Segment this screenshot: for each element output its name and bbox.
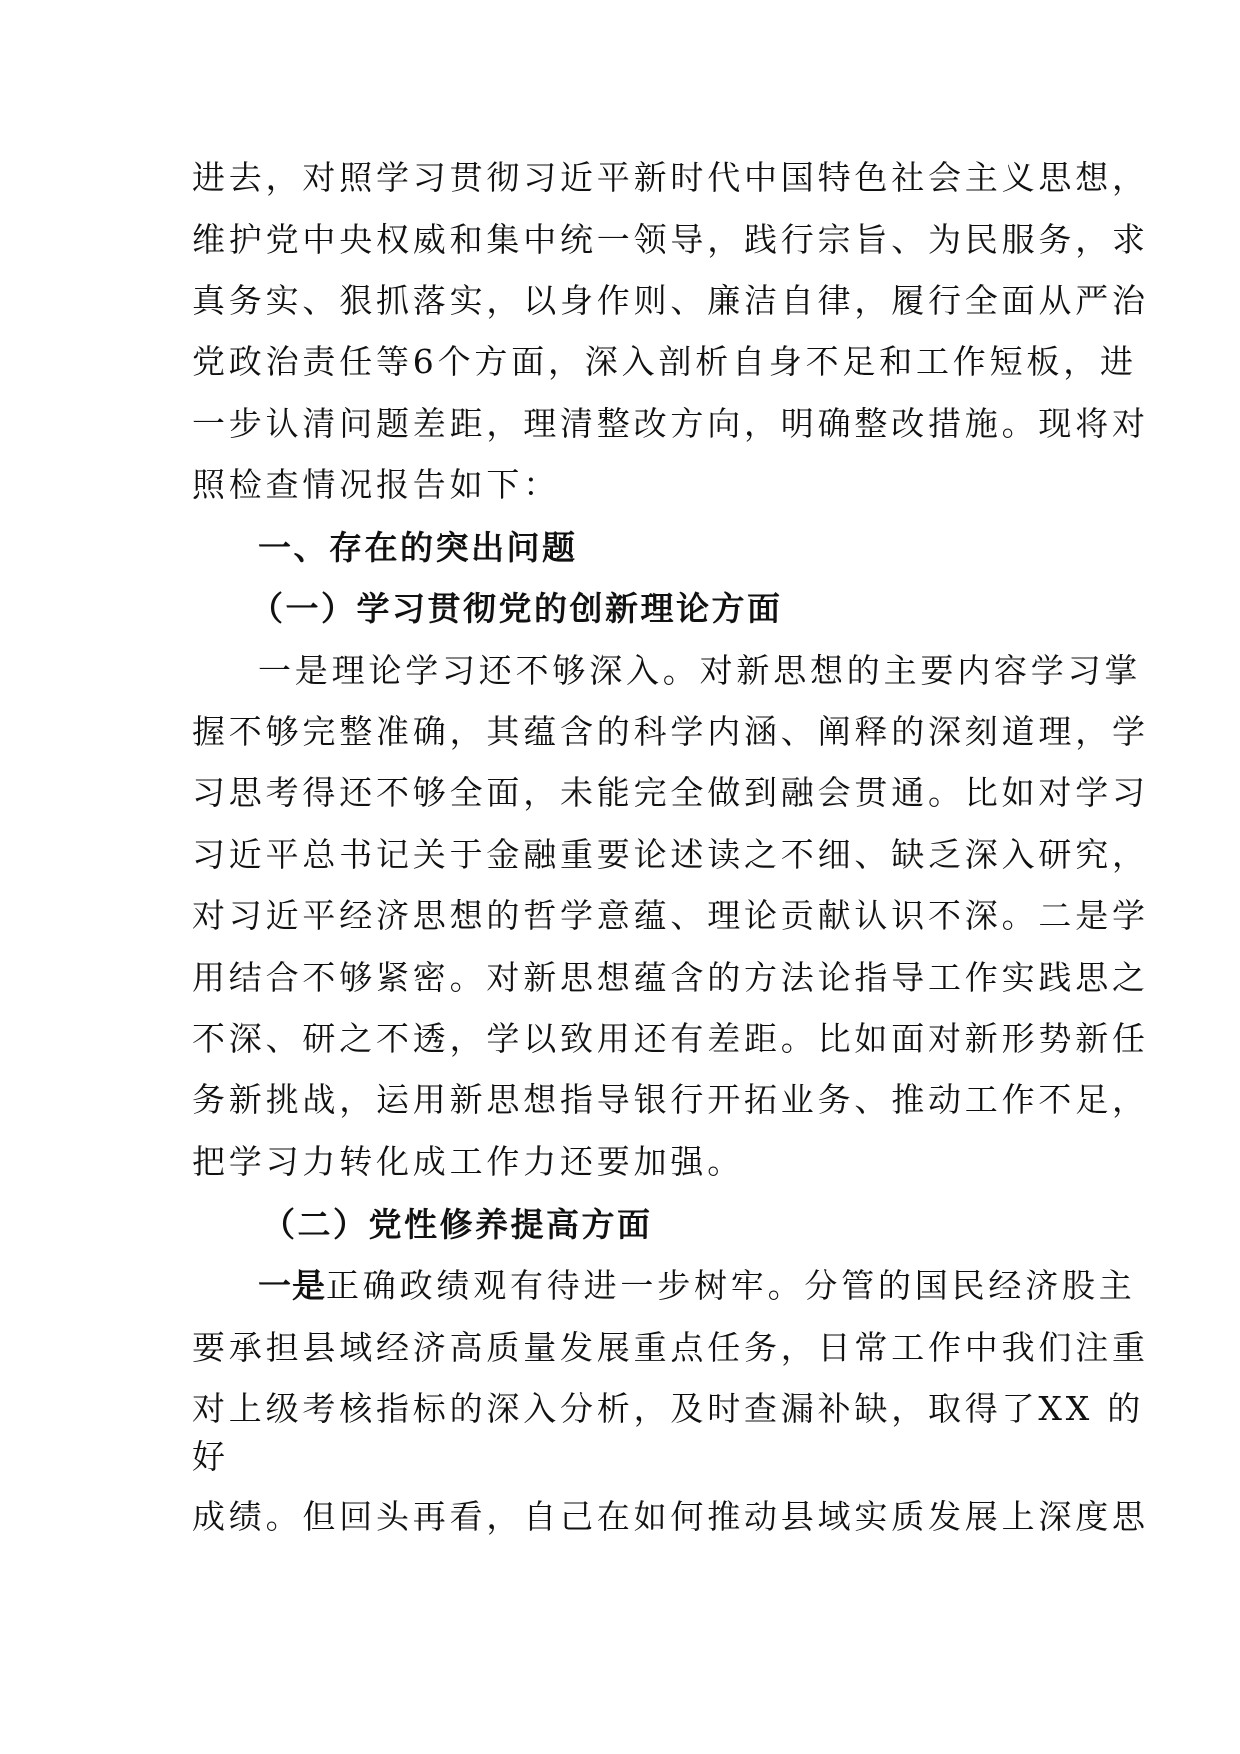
body-text-line: 习近平总书记关于金融重要论述读之不细、缺乏深入研究， — [192, 835, 1149, 874]
body-text-line: 用结合不够紧密。对新思想蕴含的方法论指导工作实践思之 — [192, 958, 1149, 997]
body-text-line: 好 — [192, 1437, 229, 1476]
body-text-line: 习思考得还不够全面，未能完全做到融会贯通。比如对学习 — [192, 773, 1149, 812]
body-text-line: 成绩。但回头再看，自己在如何推动县域实质发展上深度思 — [192, 1497, 1149, 1536]
body-text-line: 进去，对照学习贯彻习近平新时代中国特色社会主义思想， — [192, 158, 1149, 197]
emphasis-lead: 一是 — [258, 1266, 326, 1305]
body-text-line: 要承担县域经济高质量发展重点任务，日常工作中我们注重 — [192, 1328, 1149, 1367]
section-heading: 一、存在的突出问题 — [258, 528, 578, 567]
body-text-line: 不深、研之不透，学以致用还有差距。比如面对新形势新任 — [192, 1019, 1149, 1058]
body-text-span: 正确政绩观有待进一步树牢。分管的国民经济股主 — [326, 1266, 1136, 1305]
body-text-line: 一步认清问题差距，理清整改方向，明确整改措施。现将对 — [192, 404, 1149, 443]
body-text-line: 照检查情况报告如下： — [192, 465, 560, 504]
body-text-line: 把学习力转化成工作力还要加强。 — [192, 1142, 744, 1181]
body-text-line: 真务实、狠抓落实，以身作则、廉洁自律，履行全面从严治 — [192, 281, 1149, 320]
subsection-heading: （一）学习贯彻党的创新理论方面 — [250, 589, 783, 628]
body-text-line: 党政治责任等6个方面，深入剖析自身不足和工作短板，进 — [192, 342, 1137, 381]
body-text-line: 握不够完整准确，其蕴含的科学内涵、阐释的深刻道理，学 — [192, 712, 1149, 751]
body-text-line: 维护党中央权威和集中统一领导，践行宗旨、为民服务，求 — [192, 220, 1149, 259]
subsection-heading: （二）党性修养提高方面 — [262, 1205, 653, 1244]
body-text-line: 务新挑战，运用新思想指导银行开拓业务、推动工作不足， — [192, 1080, 1149, 1119]
body-text-line: 对上级考核指标的深入分析，及时查漏补缺，取得了XX 的 — [192, 1389, 1145, 1428]
body-text-line: 对习近平经济思想的哲学意蕴、理论贡献认识不深。二是学 — [192, 896, 1149, 935]
body-text-line: 一是理论学习还不够深入。对新思想的主要内容学习掌 — [258, 651, 1142, 690]
body-text-line — [258, 1258, 1136, 1314]
